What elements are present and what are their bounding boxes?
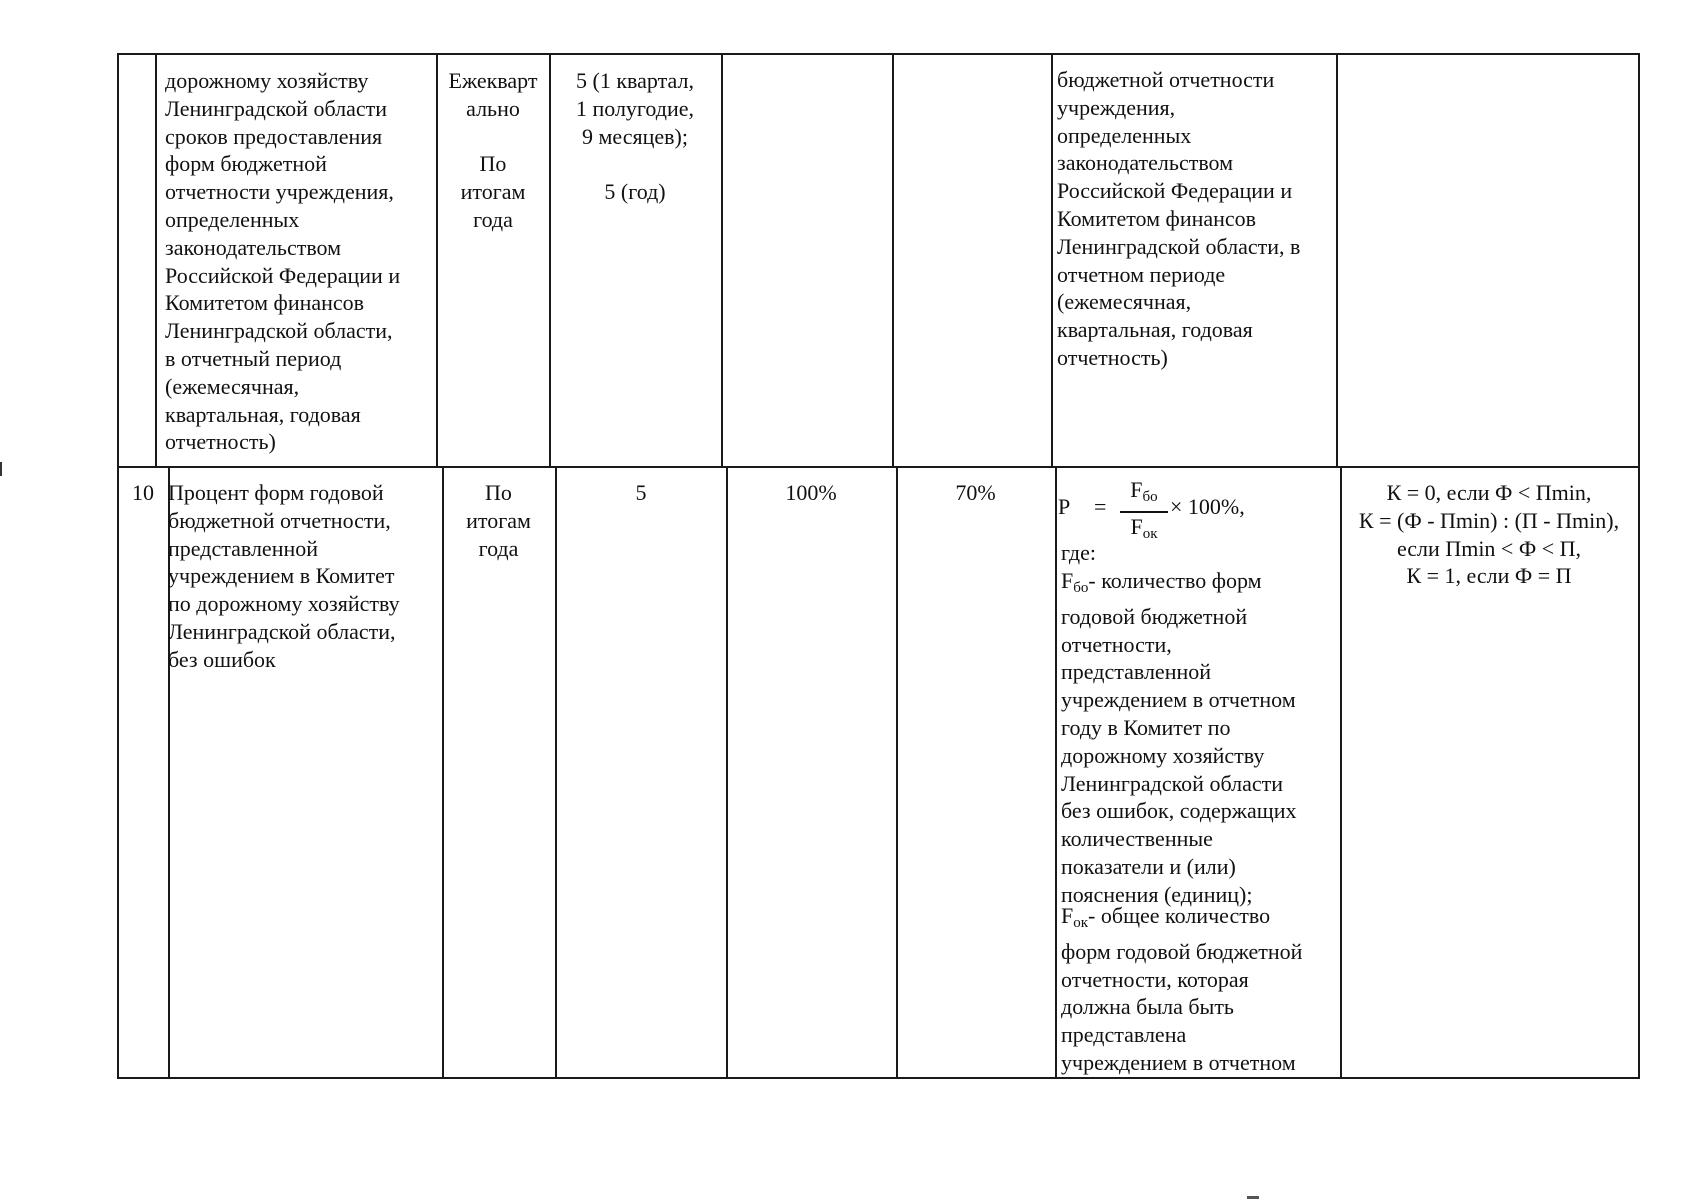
row-number: 10 xyxy=(132,480,154,505)
column-divider xyxy=(896,466,898,1079)
column-divider xyxy=(555,466,557,1079)
max-score-cell: 5 (1 квартал, 1 полугодие, 9 месяцев); 5 (год) xyxy=(575,68,695,205)
row-divider xyxy=(117,466,1640,468)
formula-text-continued: бюджетной отчетности учреждения, определенных законодательством Российской Федерации и Комитетом финансов Ленинградской области, в отчетном периоде (ежемесячная, квартальная, годовая отчетность) xyxy=(1057,67,1301,370)
column-divider xyxy=(1055,466,1057,1079)
periodicity-cell: Ежекварт ально По итогам года xyxy=(448,68,538,232)
f-bo-definition xyxy=(1061,567,1339,909)
column-divider xyxy=(892,53,894,466)
indicator-name: Процент форм годовой бюджетной отчетности, представленной учреждением в Комитет по дорожному хозяйству Ленинградской области, без ошибок xyxy=(168,480,400,672)
table-border-right xyxy=(1638,53,1640,1079)
indicator-name-continued: дорожному хозяйству Ленинградской области сроков предоставления форм бюджетной отчетности учреждения, определенных законодательством Российской Федерации и Комитетом финансов Ленинградской области, в отчетный период (ежемесячная, квартальная, годовая отчетность) xyxy=(165,68,401,455)
fraction-bar xyxy=(1120,511,1168,513)
min-value-cell: 70% xyxy=(955,480,996,505)
f-ok-symbol: F xyxy=(1061,903,1074,928)
formula-denominator-sub: ок xyxy=(1142,525,1158,542)
formula-fraction xyxy=(1120,478,1168,546)
column-divider xyxy=(1051,53,1053,466)
column-divider xyxy=(117,53,119,1079)
table-border-top xyxy=(117,53,1640,55)
table-border-bottom xyxy=(117,1077,1640,1079)
formula-numerator: F xyxy=(1130,477,1143,502)
f-ok-sub: ок xyxy=(1073,915,1089,931)
column-divider xyxy=(721,53,723,466)
coefficient-cell: К = 0, если Ф < Пmin, К = (Ф - Пmin) : (П - Пmin), если Пmin < Ф < П, К = 1, если Ф = П xyxy=(1358,480,1620,589)
column-divider xyxy=(155,53,157,466)
f-ok-definition xyxy=(1061,902,1339,1077)
formula-equals: = xyxy=(1094,494,1107,519)
percent-formula xyxy=(1058,477,1258,542)
formula-numerator-sub: бо xyxy=(1142,489,1158,505)
max-score-cell: 5 xyxy=(635,480,647,505)
f-bo-symbol: F xyxy=(1061,568,1074,593)
f-bo-sub: бо xyxy=(1073,580,1089,596)
column-divider xyxy=(726,466,728,1079)
formula-where: где: xyxy=(1061,540,1096,565)
periodicity-cell: По итогам года xyxy=(466,480,531,561)
formula-tail: × 100%, xyxy=(1170,494,1245,519)
formula-lhs: P xyxy=(1058,494,1071,519)
f-bo-description: - количество форм годовой бюджетной отчетности, представленной учреждением в отчетном году в Комитет по дорожному хозяйству Ленинградской области без ошибок, содержащих количественные показатели и (или) пояснения (единиц); xyxy=(1061,568,1297,907)
formula-denominator: F xyxy=(1130,513,1143,539)
target-value-cell: 100% xyxy=(785,480,837,505)
f-ok-description: - общее количество форм годовой бюджетной отчетности, которая должна была быть представлена учреждением в отчетном xyxy=(1061,903,1303,1075)
